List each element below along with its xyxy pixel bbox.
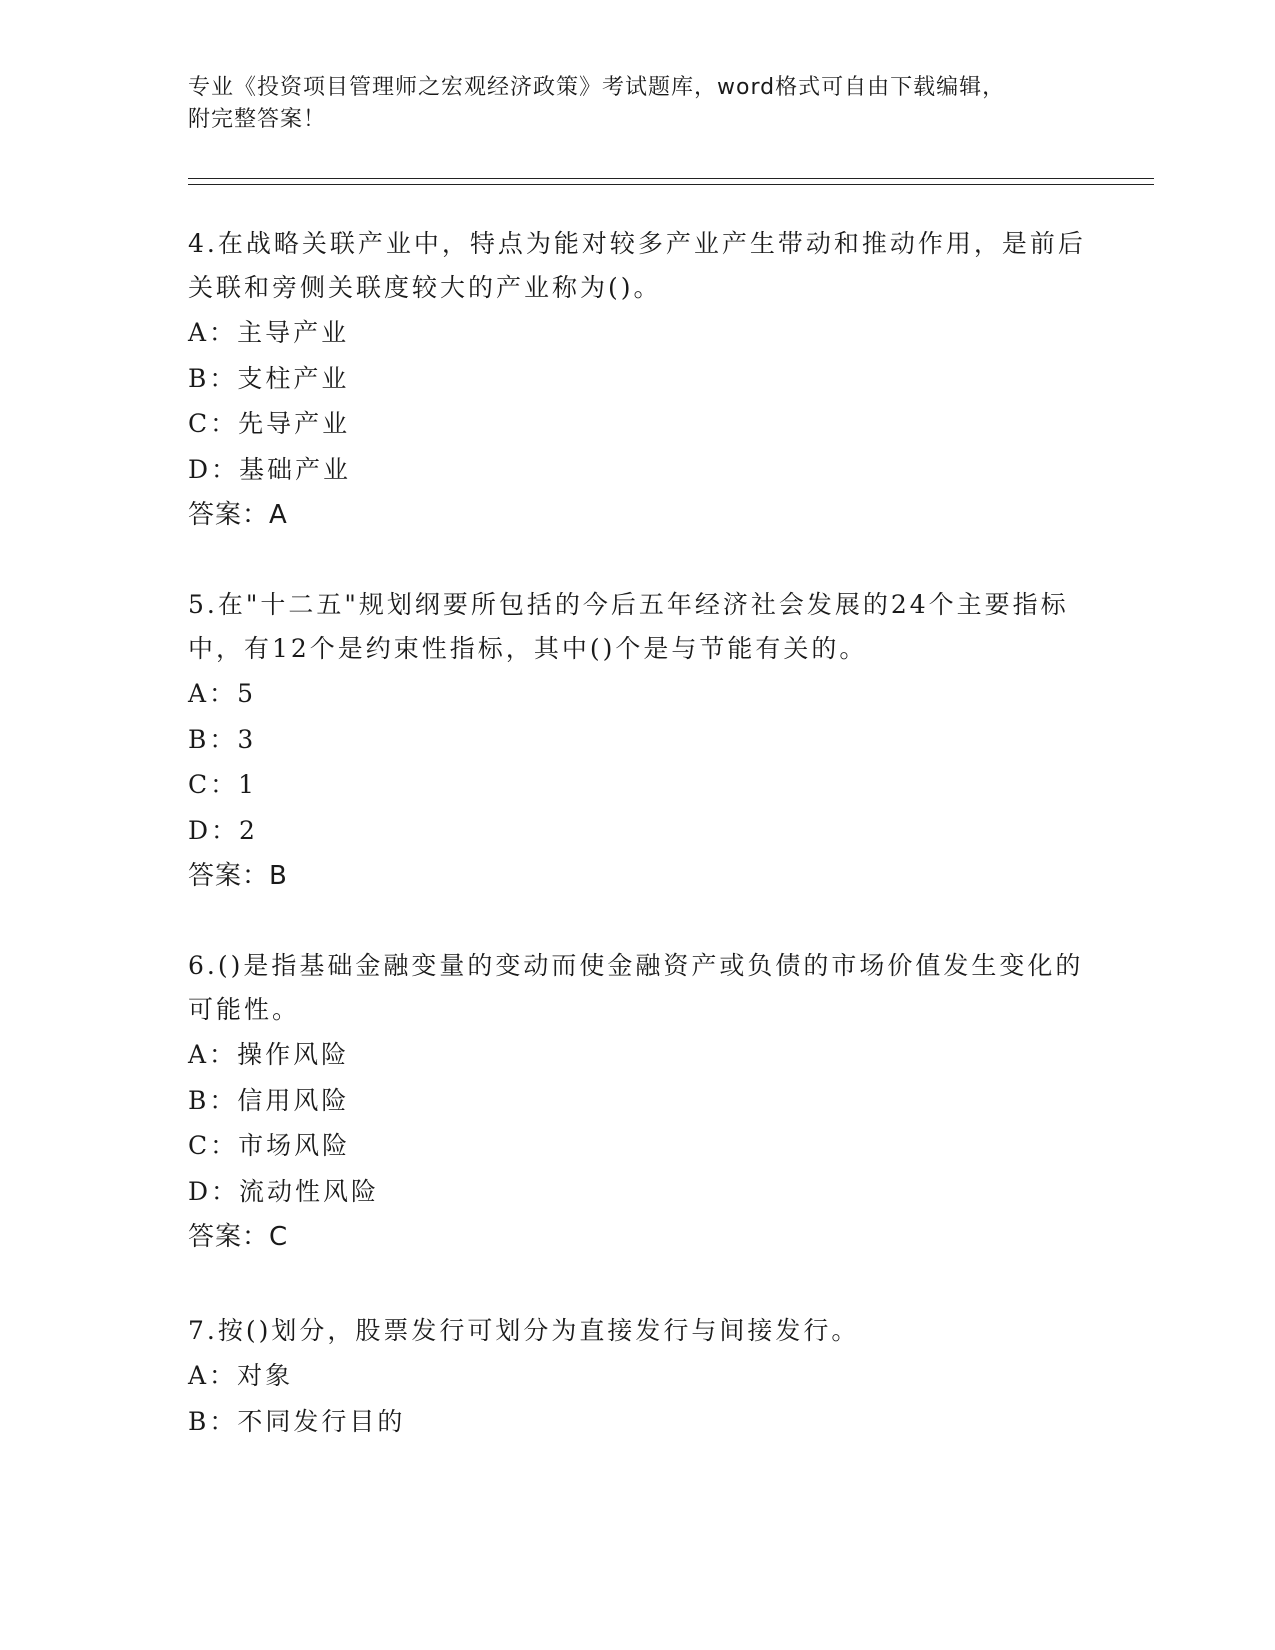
option-key: B：	[188, 363, 238, 393]
option-b	[188, 717, 1088, 763]
answer: 答案：B	[188, 861, 288, 891]
option-key: C：	[188, 770, 239, 799]
document-header	[188, 72, 1088, 136]
option-text: 市场风险	[238, 1131, 351, 1160]
option-text: 支柱产业	[237, 363, 350, 393]
option-c	[188, 1123, 1088, 1169]
option-key: B：	[188, 724, 238, 754]
question-stem: 7.按()划分，股票发行可划分为直接发行与间接发行。	[188, 1316, 860, 1345]
header-divider-bottom	[188, 184, 1154, 185]
option-b	[188, 1078, 1088, 1124]
option-key: B：	[188, 1406, 238, 1436]
option-d	[188, 808, 1088, 854]
option-a	[188, 310, 1088, 356]
option-text: 流动性风险	[239, 1176, 380, 1206]
option-text: 5	[237, 679, 256, 708]
option-text: 基础产业	[239, 454, 352, 484]
option-text: 先导产业	[238, 409, 351, 438]
option-key: A：	[188, 679, 238, 708]
option-key: A：	[188, 318, 238, 347]
question-5	[188, 583, 1088, 899]
question-4	[188, 222, 1088, 538]
option-text: 对象	[237, 1361, 294, 1390]
question-7	[188, 1309, 1088, 1444]
option-key: A：	[188, 1361, 238, 1390]
option-c	[188, 401, 1088, 447]
question-stem: 5.在"十二五"规划纲要所包括的今后五年经济社会发展的24个主要指标中，有12个是约束性指标，其中()个是与节能有关的。	[188, 590, 1069, 663]
answer: 答案：A	[188, 500, 288, 530]
option-d	[188, 447, 1088, 493]
option-a	[188, 1032, 1088, 1078]
option-a	[188, 671, 1088, 717]
option-text: 2	[239, 815, 258, 845]
option-key: D：	[188, 815, 240, 845]
option-text: 主导产业	[237, 318, 350, 347]
question-stem: 6.()是指基础金融变量的变动而使金融资产或负债的市场价值发生变化的可能性。	[188, 951, 1084, 1024]
option-key: B：	[188, 1085, 238, 1115]
option-c	[188, 762, 1088, 808]
option-a	[188, 1353, 1088, 1399]
option-text: 1	[238, 770, 258, 799]
option-key: D：	[188, 454, 240, 484]
option-key: A：	[188, 1040, 238, 1069]
option-d	[188, 1169, 1088, 1215]
question-stem: 4.在战略关联产业中，特点为能对较多产业产生带动和推动作用，是前后关联和旁侧关联度较大的产业称为()。	[188, 229, 1086, 302]
header-divider-top	[188, 178, 1154, 179]
option-text: 不同发行目的	[237, 1406, 406, 1436]
option-text: 3	[237, 724, 257, 754]
option-text: 操作风险	[237, 1040, 350, 1069]
option-b	[188, 356, 1088, 402]
option-text: 信用风险	[237, 1085, 350, 1115]
option-key: D：	[188, 1176, 240, 1206]
header-line-2: 附完整答案！	[188, 107, 327, 132]
option-key: C：	[188, 409, 239, 438]
option-b	[188, 1399, 1088, 1445]
question-6	[188, 944, 1088, 1260]
option-key: C：	[188, 1131, 239, 1160]
answer: 答案：C	[188, 1222, 289, 1252]
header-line-1: 专业《投资项目管理师之宏观经济政策》考试题库，word格式可自由下载编辑，	[188, 75, 1006, 100]
